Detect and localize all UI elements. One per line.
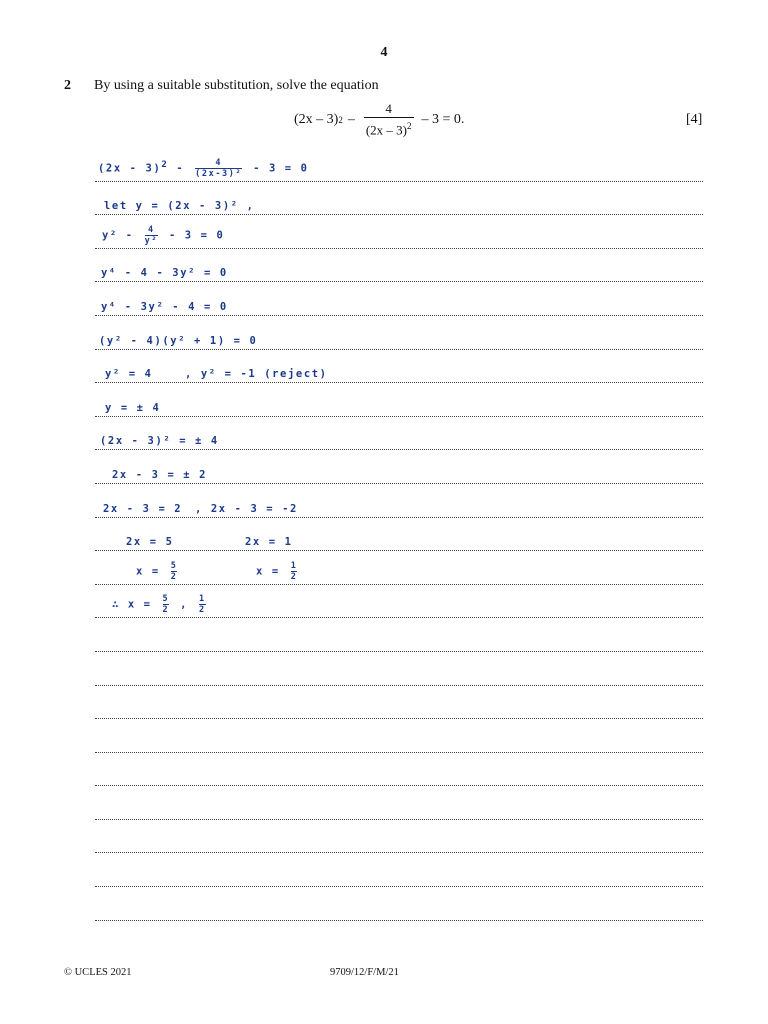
hw-fraction [195,158,242,179]
hw-separator: , [180,598,189,611]
hw-numerator: 1 [199,594,206,605]
question-text: By using a suitable substitution, solve the equation [94,78,379,93]
answer-line [95,182,703,216]
hw-numerator: 5 [170,560,178,571]
handwritten-line-right [256,561,300,582]
handwritten-line: y⁴ - 3y² - 4 = 0 [101,300,228,313]
handwritten-line: y = ± 4 [105,401,161,414]
answer-line [95,249,703,283]
handwritten-line-left: 2x - 3 = 2 [103,502,183,515]
hw-term: (2x - 3) [98,162,162,175]
eq-lhs-base: (2x – 3) [294,112,339,127]
hw-fraction [163,594,170,615]
handwritten-line-left: 2x = 5 [126,536,174,549]
hw-denominator: 2 [162,605,170,616]
answer-line [95,753,703,787]
hw-denominator: 2 [199,605,206,616]
answer-line [95,383,703,417]
answer-line [95,618,703,652]
answer-line [95,585,703,619]
page-number: 4 [380,45,388,60]
hw-denominator: 2 [290,571,298,582]
handwritten-line: 2x - 3 = ± 2 [112,468,208,481]
hw-term: ∴ x = [112,598,152,611]
answer-line [95,417,703,451]
handwritten-line: let y = (2x - 3)² , [104,200,255,213]
handwritten-line-right: , y² = -1 (reject) [185,368,328,381]
answer-line [95,450,703,484]
answer-line [95,786,703,820]
eq-fraction-numerator: 4 [385,101,392,117]
hw-denominator: (2x-3)² [195,168,243,179]
hw-term: y² - [102,229,134,242]
answer-line [95,887,703,921]
answer-line [95,282,703,316]
answer-line [95,215,703,249]
handwritten-line-left: y² = 4 [105,368,153,381]
hw-exponent: 2 [161,159,169,170]
hw-denominator: y² [144,235,159,246]
answer-line [95,551,703,585]
question-number: 2 [64,78,71,93]
hw-numerator: 5 [162,594,170,605]
hw-numerator: 4 [147,224,155,235]
answer-line [95,518,703,552]
hw-fraction [171,561,178,582]
eq-den-base: (2x – 3) [365,122,407,138]
eq-fraction-denominator [364,117,414,137]
hw-tail: - 3 = 0 [253,162,309,175]
marks-allocation: [4] [686,112,703,127]
hw-minus: - [176,162,185,175]
answer-area [95,148,703,921]
answer-line [95,148,703,182]
hw-tail: - 3 = 0 [168,229,225,242]
handwritten-line-right: , 2x - 3 = -2 [195,502,298,515]
handwritten-line: (y² - 4)(y² + 1) = 0 [99,334,258,347]
hw-numerator: 1 [290,560,298,571]
answer-line [95,719,703,753]
handwritten-line [102,225,224,246]
handwritten-line: (2x - 3)² = ± 4 [100,435,219,448]
answer-line [95,316,703,350]
handwritten-line: y⁴ - 4 - 3y² = 0 [101,267,228,280]
hw-fraction [291,561,298,582]
hw-denominator: 2 [170,571,178,582]
handwritten-line-left [136,561,180,582]
answer-line [95,652,703,686]
handwritten-line-right: 2x = 1 [245,536,293,549]
answer-line [95,853,703,887]
copyright-footer: © UCLES 2021 [64,967,132,978]
answer-line [95,686,703,720]
paper-code-footer: 9709/12/F/M/21 [330,967,399,978]
answer-line [95,820,703,854]
eq-tail: – 3 = 0. [421,112,465,127]
question-equation [294,100,464,140]
hw-term: x = [256,565,280,578]
hw-fraction [145,225,158,246]
hw-fraction [199,594,206,615]
eq-den-exp: 2 [407,121,412,132]
eq-fraction [364,102,414,137]
answer-line [95,484,703,518]
handwritten-line [112,594,209,615]
hw-term: x = [136,565,160,578]
handwritten-line [98,158,309,179]
eq-minus: – [347,112,355,127]
answer-line [95,350,703,384]
eq-lhs-exp: 2 [338,115,343,125]
hw-numerator: 4 [215,157,223,168]
